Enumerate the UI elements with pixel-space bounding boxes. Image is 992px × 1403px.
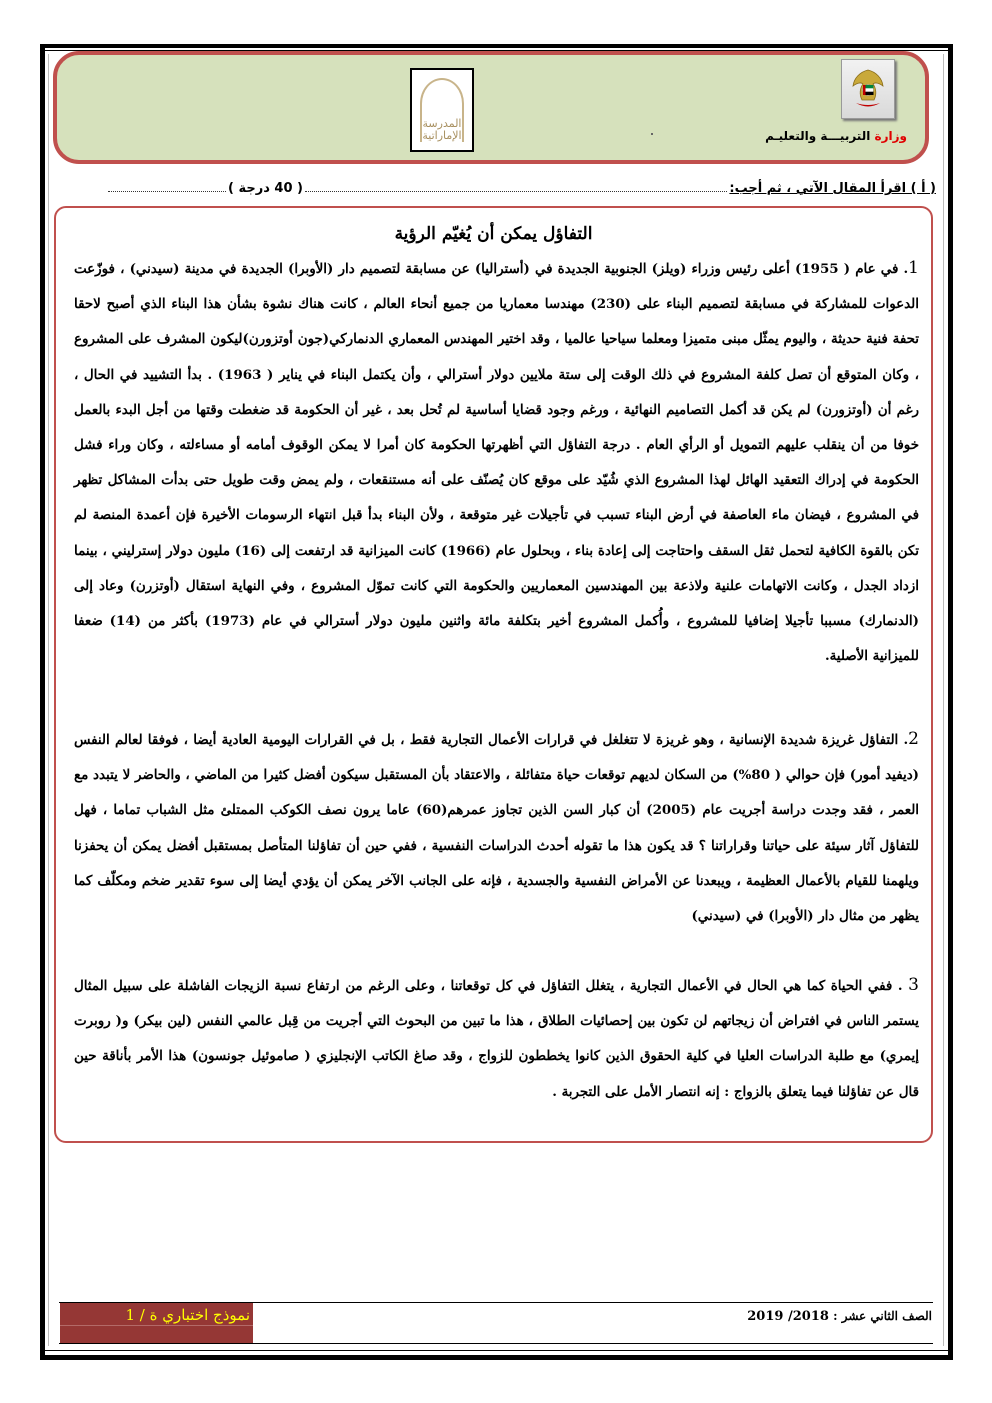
footer-grade-info	[747, 1309, 932, 1324]
paragraph-text: . ففي الحياة كما هي الحال في الأعمال التجارية ، يتغلل التفاؤل في كل توقعاتنا ، وعلى الرغم من ارتفاع نسبة الزيجات الفاشلة على سبيل المثال يستمر الناس في افتراض أن زيجاتهم لن تكون بين إحصائيات الطلاق ، هذا ما تبين من البحوث التي أجريت من قِبل عالمي النفس (لين بيكر) و( روبرت إيمري) مع طلبة الدراسات العليا في كلية الحقوق الذين كانوا يخططون للزواج ، وقد صاغ الكاتب الإنجليزي ( صاموئيل جونسون) هذا الأمر بأناقة حين قال عن تفاؤلنا فيما يتعلق بالزواج : إنه انتصار الأمل على التجربة .	[74, 978, 919, 1100]
article-title: التفاؤل يمكن أن يُغيّم الرؤية	[394, 224, 593, 244]
school-logo-line2: الإماراتية	[422, 129, 462, 142]
page-border-inner-right	[943, 54, 944, 1346]
ministry-title	[765, 129, 907, 143]
paragraph-number: 1	[908, 258, 919, 278]
school-logo	[410, 68, 474, 152]
school-logo-line1: المدرسة	[422, 117, 462, 130]
article-paragraph-3	[74, 968, 919, 1110]
header-banner	[53, 51, 929, 164]
ministry-name: التربيـــة والتعليـم	[765, 129, 871, 143]
exam-model-label: نموذج اختباري ة / 1	[125, 1306, 250, 1324]
paragraph-number: 3	[908, 975, 919, 995]
paragraph-text: . التفاؤل غريزة شديدة الإنسانية ، وهو غريزة لا تتغلغل في قرارات الأعمال التجارية فقط ، بل في القرارات اليومية العادية أيضا ، فوفقا لعالم النفس (ديفيد أمور) فإن حوالي ( 80%) من السكان لديهم توقعات حياة متفائلة ، والاعتقاد بأن المستقبل سيكون أفضل كثيرا من الماضي ، والحاضر لا يتبدد مع العمر ، فقد وجدت دراسة أجريت عام (2005) أن كبار السن الذين تجاوز عمرهم(60) عاما يرون نصف الكوكب الممتلئ مثل الشباب تماما ، فهل للتفاؤل آثار سيئة على حياتنا وقراراتنا ؟ قد يكون هذا ما تقوله أحدث الدراسات النفسية ، ففي حين أن تفاؤلنا المتأصل بمستقبل أفضل يمكن أن يحفزنا ويلهمنا للقيام بالأعمال العظيمة ، ويبعدنا عن الأمراض النفسية والجسدية ، فإنه على الجانب الآخر يمكن أن يؤدي أيضا إلى سوء تقدير ضخم ومكلّف كما يظهر من مثال دار (الأوبرا) في (سيدني)	[74, 732, 920, 925]
paragraph-text: . في عام ( 1955) أعلى رئيس وزراء (ويلز) الجنوبية الجديدة في (أستراليا) عن مسابقة لتصميم دار (الأوبرا) الجديدة في مدينة (سيدني) ، فوزّعت الدعوات للمشاركة في مسابقة لتصميم البناء على (230) مهندسا معماريا من جميع أنحاء العالم ، كانت هناك نشوة بشأن هذا البناء الذي أصبح لاحقا تحفة فنية حديثة ، واليوم يمثّل مبنى متميزا ومعلما سياحيا عالميا ، وقد اختير المهندس المعماري الدنماركي(جون أوتزورن)ليكون المشرف على المشروع ، وكان المتوقع أن تصل كلفة المشروع في ذلك الوقت إلى ستة ملايين دولار أسترالي ، وأن يكتمل البناء في يناير ( 1963) . بدأ التشييد في الحال ، رغم أن (أوتزورن) لم يكن قد أكمل التصاميم النهائية ، ورغم وجود قضايا أساسية لم تُحل بعد ، غير أن الحكومة قد ضغطت وقتها من أجل البدء بالعمل خوفا من أن ينقلب عليهم التمويل أو الرأي العام . درجة التفاؤل التي أظهرتها الحكومة كان أمرا لا يمكن الوقوف أمامه أو مساءلته ، وكان وراء فشل الحكومة في إدراك التعقيد الهائل لهذا المشروع الذي شُيّد على موقع كان يُصنّف على أنه مستنقعات ، ولم يمض وقت طويل حتى بدأت المشاكل تظهر في المشروع ، فيضان ماء العاصفة في أرض البناء تسبب في تأجيلات غير متوقعة ، ولأن البناء بدأ قبل انتهاء الرسومات الأخيرة فإن أعمدة المنصة لم تكن بالقوة الكافية لتحمل ثقل السقف واحتاجت إلى إعادة بناء ، وبحلول عام (1966) كانت الميزانية قد ارتفعت إلى (16) مليون دولار إسترليني ، بينما ازداد الجدل ، وكانت الاتهامات علنية ولاذعة بين المهندسين المعماريين والحكومة التي كانت تموّل المشروع ، وفي النهاية استقال (أوتزرن) وعاد إلى (الدنمارك) مسببا تأجيلا إضافيا للمشروع ، وأُكمل المشروع أخير بتكلفة مائة واثنين مليون دولار أسترالي في عام (1973) بأكثر من (14) ضعفا للميزانية الأصلية.	[74, 261, 919, 665]
page-border-inner-left	[48, 54, 49, 1346]
question-instruction: ( أ ) اقرأ المقال الآتي ، ثم أجب:	[729, 181, 936, 196]
grade-label: الصف الثاني عشر	[841, 1309, 932, 1323]
dotted-leader-end	[108, 190, 226, 192]
article-paragraph-2	[74, 722, 919, 934]
article-box	[54, 206, 933, 1143]
page-border-bottom-inner	[44, 1350, 949, 1351]
question-instruction-row	[108, 176, 936, 196]
uae-emblem-icon	[841, 59, 895, 119]
page-border-bottom	[40, 1355, 953, 1360]
header-dot	[651, 133, 653, 135]
exam-model-badge-divider	[60, 1325, 253, 1326]
dotted-leader	[305, 190, 727, 192]
ministry-prefix: وزارة	[874, 129, 907, 143]
grade-separator: :	[828, 1309, 842, 1323]
academic-year: 2018/ 2019	[747, 1309, 829, 1324]
paragraph-number: 2	[908, 729, 919, 749]
footer-divider-bottom	[59, 1343, 933, 1344]
article-paragraph-1	[74, 251, 919, 674]
question-marks: ( 40 درجة )	[228, 181, 303, 196]
